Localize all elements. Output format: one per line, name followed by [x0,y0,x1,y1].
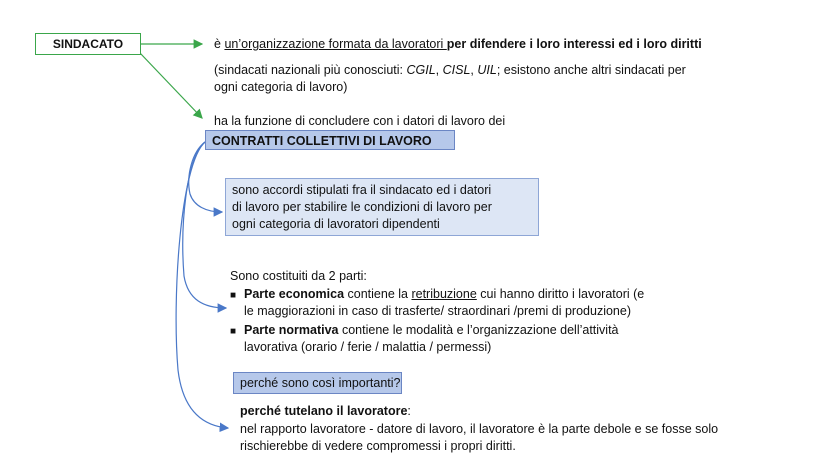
parte-normativa-title: Parte normativa [244,323,339,337]
sindacati-note-line1 [214,62,686,78]
definition-bold: per difendere i loro interessi ed i loro diritti [446,37,702,51]
parte-economica-title: Parte economica [244,287,345,301]
parte-economica-line2: le maggiorazioni in caso di trasferte/ straordinari /premi di produzione) [244,304,631,318]
sindacati-note-line2: ogni categoria di lavoro) [214,80,348,94]
tutela-title [240,403,411,419]
bullet-icon: ■ [230,290,237,301]
definition-underlined: un’organizzazione formata da lavoratori [224,37,447,51]
parti-intro: Sono costituiti da 2 parti: [230,269,367,283]
note-text-a: (sindacati nazionali più conosciuti: [214,63,407,77]
tutela-colon: : [407,404,411,418]
contratti-label: CONTRATTI COLLETTIVI DI LAVORO [212,134,432,148]
uil-label: UIL [477,63,497,77]
parte-normativa-line1 [230,322,619,340]
parte-economica-text-b: cui hanno diritto i lavoratori (e [476,287,645,301]
parte-economica-text-a: contiene la [344,287,412,301]
note-sep-2: , [470,63,478,77]
accordi-line-1: sono accordi stipulati fra il sindacato ed i datori [232,183,492,197]
cgil-label: CGIL [406,63,436,77]
parte-normativa-text-a: contiene le modalità e l’organizzazione dell’attività [338,323,619,337]
parte-economica-line1 [230,286,644,304]
parte-normativa-line2: lavorativa (orario / ferie / malattia / permessi) [244,340,492,354]
perche-question-label: perché sono così importanti? [240,376,401,390]
arrow-sindacato-to-funzione [140,53,202,118]
arrow-contratti-to-accordi [189,142,222,212]
cisl-label: CISL [442,63,471,77]
accordi-description-box [225,178,539,236]
perche-question-box [233,372,402,394]
bullet-icon: ■ [230,326,237,337]
accordi-line-2: di lavoro per stabilire le condizioni di lavoro per [232,200,492,214]
sindacato-node [35,33,141,55]
arrow-contratti-to-tutela [176,142,228,428]
arrow-contratti-to-parti [183,142,226,308]
accordi-line-3: ogni categoria di lavoratori dipendenti [232,217,440,231]
note-sep-1: , [435,63,443,77]
retribuzione-term: retribuzione [411,287,477,301]
funzione-text: ha la funzione di concludere con i datori di lavoro dei [214,114,506,128]
tutela-line3: rischierebbe di vedere compromessi i propri diritti. [240,439,516,453]
definition-prefix: è [214,37,225,51]
note-text-b: ; esistono anche altri sindacati per [496,63,686,77]
contratti-collettivi-node [205,130,455,150]
definition-text [214,36,702,52]
tutela-bold: perché tutelano il lavoratore [240,404,408,418]
sindacato-label: SINDACATO [52,37,124,51]
tutela-line2: nel rapporto lavoratore - datore di lavoro, il lavoratore è la parte debole e se fosse solo [240,422,719,436]
